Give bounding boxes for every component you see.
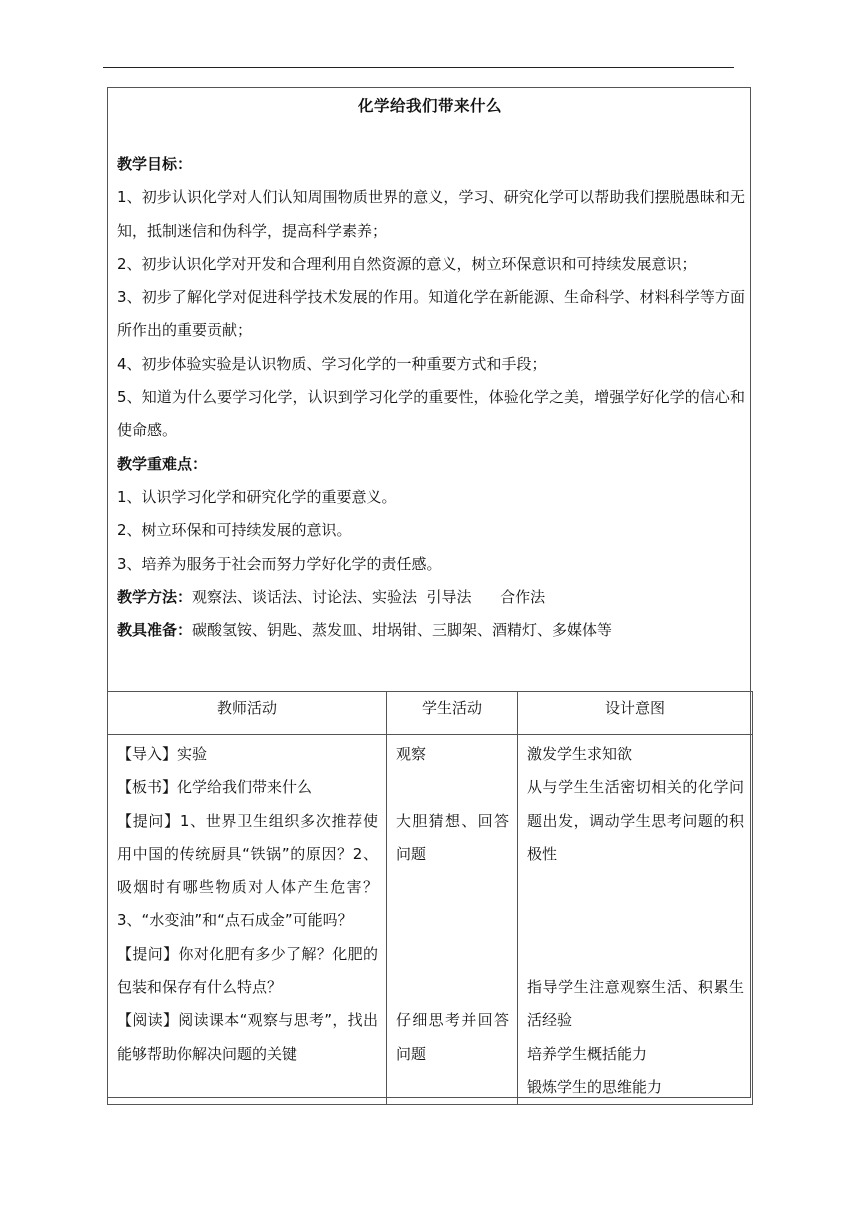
methods-label: 教学方法： (117, 587, 193, 606)
design-intent-cell (518, 735, 753, 1105)
document-title: 化学给我们带来什么 (357, 97, 502, 115)
intent-item: 指导学生注意观察生活、积累生活经验 (527, 978, 744, 1030)
methods-line (117, 581, 745, 614)
student-item: 仔细思考并回答问题 (396, 1011, 509, 1063)
keypoint-item: 1、认识学习化学和研究化学的重要意义。 (117, 487, 397, 506)
student-item: 观察 (396, 745, 427, 763)
teacher-item: 【导入】实验 (117, 745, 208, 763)
teacher-item: 【板书】化学给我们带来什么 (117, 778, 313, 797)
keypoint-item: 2、树立环保和可持续发展的意识。 (117, 521, 352, 540)
intent-item: 锻炼学生的思维能力 (527, 1077, 663, 1096)
header-rule (103, 67, 734, 68)
header-teacher-activity: 教师活动 (108, 692, 387, 735)
intent-item: 培养学生概括能力 (527, 1044, 648, 1063)
tools-label: 教具准备： (117, 621, 193, 640)
lesson-info-content (117, 148, 745, 647)
keypoints-heading: 教学重难点： (117, 454, 208, 473)
activity-table-header (108, 692, 753, 735)
teacher-item: 【提问】1、世界卫生组织多次推荐使用中国的传统厨具“铁锅”的原因？2、吸烟时有哪些物质对人体产生危害？3、“水变油”和“点石成金”可能吗？ (117, 811, 378, 930)
keypoint-item: 3、培养为服务于社会而努力学好化学的责任感。 (117, 554, 442, 573)
methods-value: 观察法、谈话法、讨论法、实验法 引导法 合作法 (192, 587, 546, 606)
objective-item: 2、初步认识化学对开发和合理利用自然资源的意义，树立环保意识和可持续发展意识； (117, 254, 697, 273)
objective-item: 5、知道为什么要学习化学，认识到学习化学的重要性，体验化学之美，增强学好化学的信心和使命感。 (117, 388, 745, 440)
teacher-activity-cell (108, 735, 387, 1105)
teacher-item: 【提问】你对化肥有多少了解？化肥的包装和保存有什么特点？ (117, 944, 378, 997)
objective-item: 1、初步认识化学对人们认知周围物质世界的意义，学习、研究化学可以帮助我们摆脱愚昧和无知，抵制迷信和伪科学，提高科学素养； (117, 188, 745, 240)
student-item: 大胆猜想、回答问题 (396, 811, 509, 863)
objective-item: 3、初步了解化学对促进科学技术发展的作用。知道化学在新能源、生命科学、材料科学等方面所作出的重要贡献； (117, 288, 745, 340)
header-student-activity: 学生活动 (387, 692, 518, 735)
table-row (108, 735, 753, 1105)
objective-item: 4、初步体验实验是认识物质、学习化学的一种重要方式和手段； (117, 354, 547, 373)
student-activity-cell (387, 735, 518, 1105)
intent-item: 激发学生求知欲 (527, 745, 633, 763)
intent-item: 从与学生生活密切相关的化学问题出发，调动学生思考问题的积极性 (527, 778, 744, 863)
objectives-heading: 教学目标： (117, 155, 193, 173)
activity-table (107, 691, 753, 1105)
tools-value: 碳酸氢铵、钥匙、蒸发皿、坩埚钳、三脚架、酒精灯、多媒体等 (192, 621, 613, 640)
header-design-intent: 设计意图 (518, 692, 753, 735)
teacher-item: 【阅读】阅读课本“观察与思考”，找出能够帮助你解决问题的关键 (117, 1011, 378, 1063)
tools-line (117, 614, 745, 647)
